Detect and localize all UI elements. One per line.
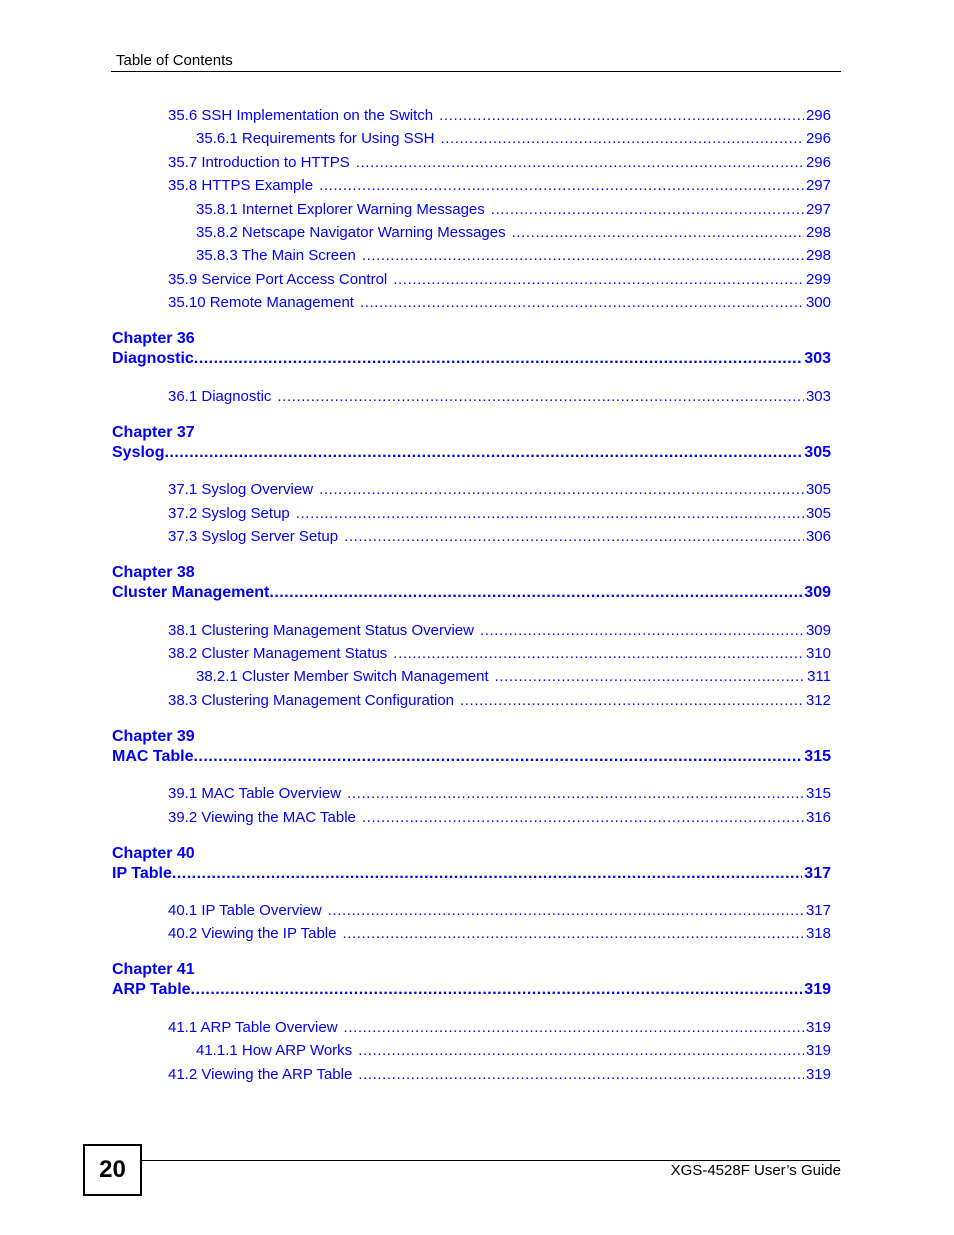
toc-entry[interactable] xyxy=(196,130,831,147)
toc-entry[interactable] xyxy=(168,107,831,124)
toc-entry-label: 35.7 Introduction to HTTPS xyxy=(168,154,350,171)
toc-entry-page: 311 xyxy=(807,668,831,685)
dot-leader xyxy=(191,981,803,999)
chapter-number[interactable]: Chapter 41 xyxy=(112,961,195,978)
toc-entry-page: 316 xyxy=(805,809,831,826)
toc-entry-label: 40.2 Viewing the IP Table xyxy=(168,925,337,942)
chapter-title: MAC Table xyxy=(112,748,194,765)
toc-entry-label: 39.1 MAC Table Overview xyxy=(168,785,342,802)
toc-entry[interactable] xyxy=(168,1066,831,1083)
dot-leader xyxy=(328,902,804,919)
toc-entry-page: 319 xyxy=(805,1066,831,1083)
chapter-title: IP Table xyxy=(112,865,172,882)
toc-entry[interactable] xyxy=(168,809,831,826)
toc-entry-page: 306 xyxy=(805,528,831,545)
dot-leader xyxy=(342,925,804,942)
toc-entry-page: 298 xyxy=(805,224,831,241)
chapter-number[interactable]: Chapter 37 xyxy=(112,424,195,441)
toc-entry[interactable] xyxy=(196,201,831,218)
chapter-title-line[interactable] xyxy=(112,444,831,462)
dot-leader xyxy=(269,584,802,602)
dot-leader xyxy=(194,350,803,368)
dot-leader xyxy=(319,177,804,194)
page-number: 20 xyxy=(83,1144,142,1196)
dot-leader xyxy=(172,865,802,883)
dot-leader xyxy=(512,224,804,241)
toc-entry-page: 312 xyxy=(805,692,831,709)
chapter-title: Cluster Management xyxy=(112,584,270,601)
toc-entry-page: 299 xyxy=(805,271,831,288)
dot-leader xyxy=(362,809,804,826)
toc-entry[interactable] xyxy=(168,622,831,639)
toc-entry[interactable] xyxy=(168,902,831,919)
chapter-page: 317 xyxy=(804,865,831,882)
toc-entry-label: 35.10 Remote Management xyxy=(168,294,354,311)
header-rule xyxy=(111,71,841,72)
toc-entry[interactable] xyxy=(168,692,831,709)
dot-leader xyxy=(277,388,804,405)
toc-entry-page: 296 xyxy=(805,107,831,124)
toc-entry-page: 317 xyxy=(805,902,831,919)
chapter-page: 309 xyxy=(804,584,831,601)
chapter-title-line[interactable] xyxy=(112,350,831,368)
dot-leader xyxy=(358,1066,804,1083)
toc-entry[interactable] xyxy=(168,1019,831,1036)
dot-leader xyxy=(491,201,804,218)
dot-leader xyxy=(495,668,805,685)
chapter-number[interactable]: Chapter 39 xyxy=(112,728,195,745)
toc-entry-label: 37.1 Syslog Overview xyxy=(168,481,314,498)
toc-entry-label: 35.8 HTTPS Example xyxy=(168,177,314,194)
toc-entry-page: 309 xyxy=(805,622,831,639)
toc-entry-page: 296 xyxy=(805,130,831,147)
toc-entry[interactable] xyxy=(168,645,831,662)
chapter-page: 319 xyxy=(804,981,831,998)
toc-entry[interactable] xyxy=(168,505,831,522)
chapter-page: 315 xyxy=(804,748,831,765)
toc-entry-label: 38.2 Cluster Management Status xyxy=(168,645,388,662)
toc-entry-label: 38.2.1 Cluster Member Switch Management xyxy=(196,668,489,685)
toc-entry-page: 305 xyxy=(805,481,831,498)
chapter-page: 303 xyxy=(804,350,831,367)
toc-entry-label: 36.1 Diagnostic xyxy=(168,388,272,405)
toc-entry[interactable] xyxy=(168,294,831,311)
toc-entry[interactable] xyxy=(196,668,831,685)
toc-entry[interactable] xyxy=(168,528,831,545)
dot-leader xyxy=(356,154,804,171)
toc-entry[interactable] xyxy=(168,154,831,171)
chapter-title: Diagnostic xyxy=(112,350,194,367)
footer-rule xyxy=(140,1160,840,1161)
toc-entry-label: 35.8.1 Internet Explorer Warning Messages xyxy=(196,201,485,218)
chapter-title-line[interactable] xyxy=(112,865,831,883)
toc-entry[interactable] xyxy=(168,271,831,288)
toc-entry-page: 300 xyxy=(805,294,831,311)
chapter-title-line[interactable] xyxy=(112,748,831,766)
guide-title: XGS-4528F User’s Guide xyxy=(670,1162,841,1179)
dot-leader xyxy=(439,107,804,124)
toc-entry-label: 38.3 Clustering Management Configuration xyxy=(168,692,455,709)
dot-leader xyxy=(393,645,804,662)
toc-entry-label: 35.6 SSH Implementation on the Switch xyxy=(168,107,434,124)
toc-entry[interactable] xyxy=(168,177,831,194)
chapter-number[interactable]: Chapter 38 xyxy=(112,564,195,581)
dot-leader xyxy=(344,528,804,545)
toc-entry-page: 305 xyxy=(805,505,831,522)
toc-entry-page: 298 xyxy=(805,247,831,264)
toc-entry-label: 35.8.3 The Main Screen xyxy=(196,247,356,264)
chapter-title: Syslog xyxy=(112,444,165,461)
dot-leader xyxy=(393,271,804,288)
dot-leader xyxy=(193,748,802,766)
toc-entry-label: 39.2 Viewing the MAC Table xyxy=(168,809,356,826)
dot-leader xyxy=(358,1042,804,1059)
toc-entry-page: 303 xyxy=(805,388,831,405)
toc-entry-page: 315 xyxy=(805,785,831,802)
dot-leader xyxy=(164,444,802,462)
chapter-page: 305 xyxy=(804,444,831,461)
chapter-title: ARP Table xyxy=(112,981,191,998)
toc-entry[interactable] xyxy=(168,388,831,405)
toc-entry-page: 296 xyxy=(805,154,831,171)
toc-entry[interactable] xyxy=(168,481,831,498)
toc-entry-label: 35.9 Service Port Access Control xyxy=(168,271,388,288)
dot-leader xyxy=(360,294,804,311)
toc-entry[interactable] xyxy=(168,925,831,942)
chapter-number[interactable]: Chapter 36 xyxy=(112,330,195,347)
dot-leader xyxy=(480,622,804,639)
toc-entry-label: 38.1 Clustering Management Status Overview xyxy=(168,622,474,639)
toc-entry-label: 35.6.1 Requirements for Using SSH xyxy=(196,130,435,147)
toc-entry[interactable] xyxy=(168,785,831,802)
running-header: Table of Contents xyxy=(116,52,233,69)
chapter-title-line[interactable] xyxy=(112,584,831,602)
toc-entry-label: 41.2 Viewing the ARP Table xyxy=(168,1066,353,1083)
toc-entry-page: 319 xyxy=(805,1019,831,1036)
toc-entry-label: 37.2 Syslog Setup xyxy=(168,505,290,522)
toc-entry-label: 41.1 ARP Table Overview xyxy=(168,1019,338,1036)
chapter-number[interactable]: Chapter 40 xyxy=(112,845,195,862)
dot-leader xyxy=(362,247,804,264)
dot-leader xyxy=(440,130,804,147)
toc-entry-page: 297 xyxy=(805,177,831,194)
toc-entry-label: 41.1.1 How ARP Works xyxy=(196,1042,353,1059)
toc-entry[interactable] xyxy=(196,1042,831,1059)
dot-leader xyxy=(347,785,804,802)
dot-leader xyxy=(296,505,804,522)
toc-entry-page: 319 xyxy=(805,1042,831,1059)
toc-entry-label: 40.1 IP Table Overview xyxy=(168,902,322,919)
chapter-title-line[interactable] xyxy=(112,981,831,999)
dot-leader xyxy=(319,481,804,498)
dot-leader xyxy=(344,1019,804,1036)
toc-entry-page: 310 xyxy=(805,645,831,662)
toc-entry-label: 37.3 Syslog Server Setup xyxy=(168,528,339,545)
toc-entry-label: 35.8.2 Netscape Navigator Warning Messages xyxy=(196,224,506,241)
dot-leader xyxy=(460,692,804,709)
toc-entry[interactable] xyxy=(196,247,831,264)
toc-entry[interactable] xyxy=(196,224,831,241)
toc-entry-page: 297 xyxy=(805,201,831,218)
toc-entry-page: 318 xyxy=(805,925,831,942)
